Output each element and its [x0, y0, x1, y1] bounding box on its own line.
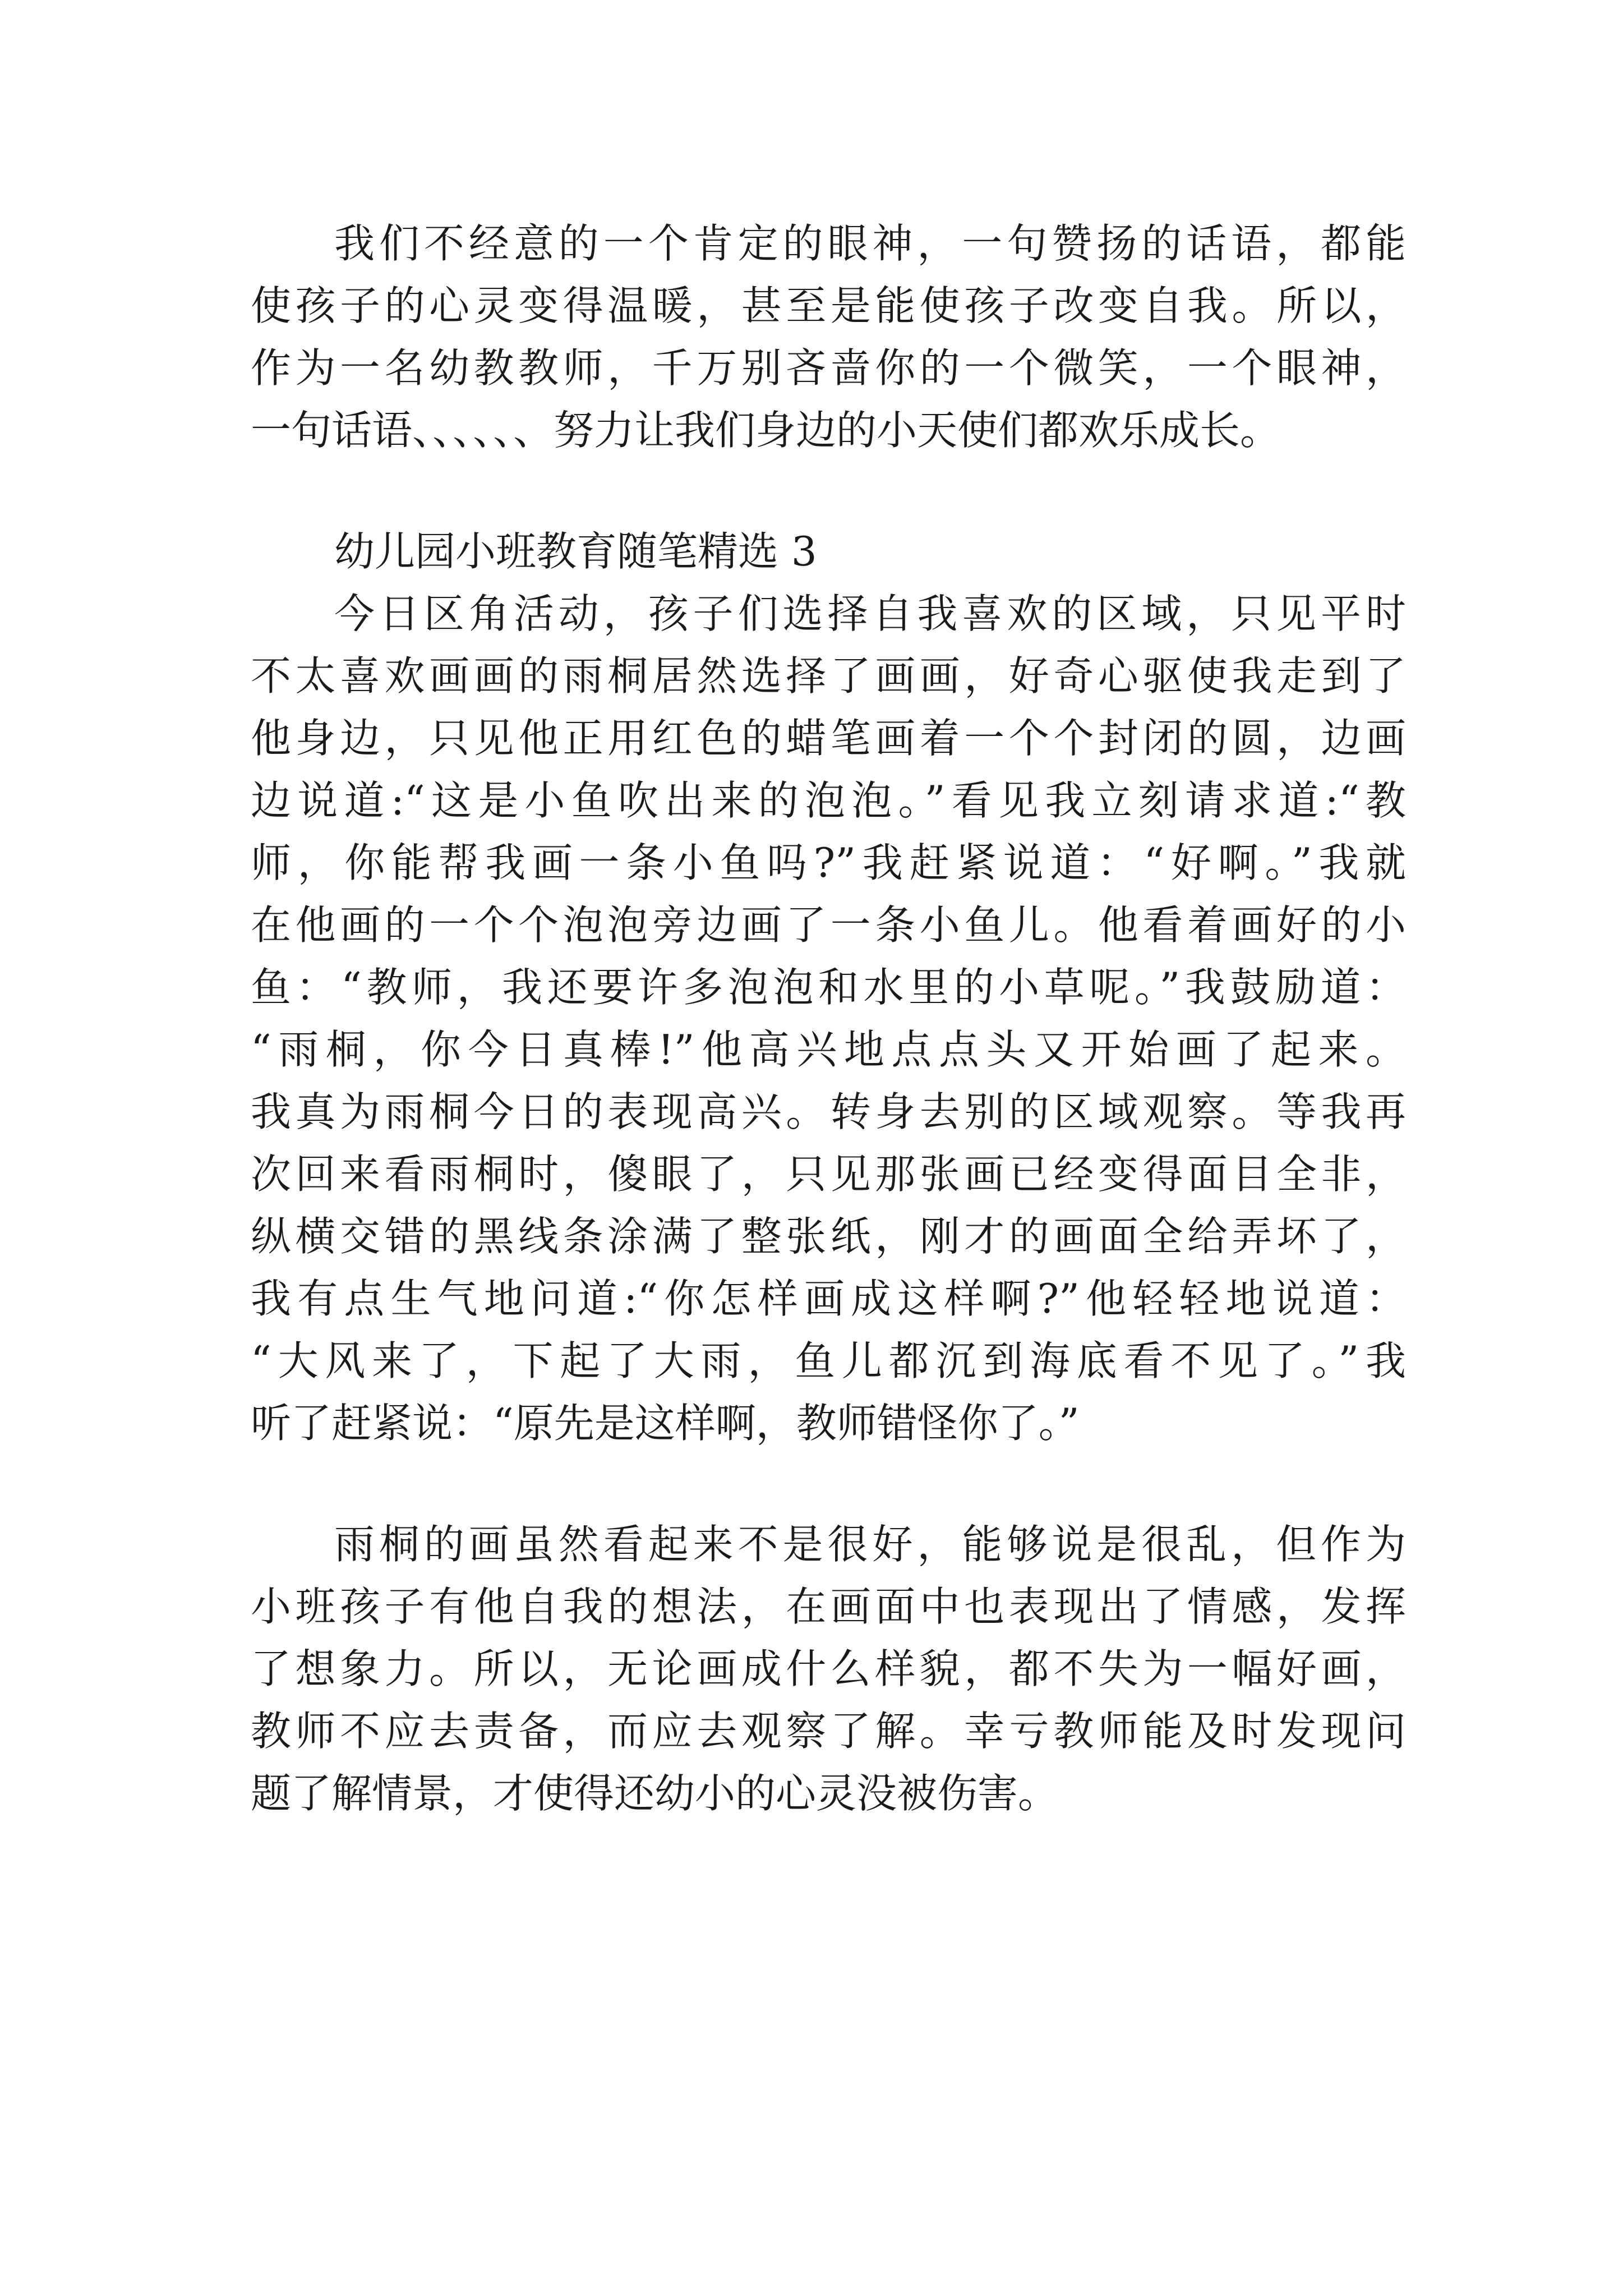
- paragraph-2-line-12: 我有点生气地问道:“你怎样画成这样啊?”他轻轻地说道：: [251, 1275, 1406, 1322]
- paragraph-1-line-1: 我们不经意的一个肯定的眼神，一句赞扬的话语，都能: [334, 220, 1406, 267]
- paragraph-2-line-9: 我真为雨桐今日的表现高兴。转身去别的区域观察。等我再: [251, 1088, 1406, 1135]
- paragraph-1-line-3: 作为一名幼教教师，千万别吝啬你的一个微笑，一个眼神，: [251, 344, 1406, 392]
- paragraph-2-line-11: 纵横交错的黑线条涂满了整张纸，刚才的画面全给弄坏了，: [251, 1213, 1406, 1260]
- section-heading: 幼儿园小班教育随笔精选 3: [334, 528, 817, 575]
- paragraph-2-line-2: 不太喜欢画画的雨桐居然选择了画画，好奇心驱使我走到了: [251, 652, 1406, 700]
- paragraph-2-line-7: 鱼：“教师，我还要许多泡泡和水里的小草呢。”我鼓励道：: [251, 964, 1406, 1011]
- paragraph-3-line-3: 了想象力。所以，无论画成什么样貌，都不失为一幅好画，: [251, 1645, 1406, 1692]
- paragraph-3-line-4: 教师不应去责备，而应去观察了解。幸亏教师能及时发现问: [251, 1708, 1406, 1755]
- paragraph-2-line-10: 次回来看雨桐时，傻眼了，只见那张画已经变得面目全非，: [251, 1151, 1406, 1198]
- paragraph-2-line-4: 边说道:“这是小鱼吹出来的泡泡。”看见我立刻请求道:“教: [251, 777, 1406, 824]
- paragraph-2-line-5: 师，你能帮我画一条小鱼吗?”我赶紧说道：“好啊。”我就: [251, 839, 1406, 886]
- paragraph-1-line-4: 一句话语、、、、、、努力让我们身边的小天使们都欢乐成长。: [251, 407, 1281, 454]
- paragraph-2-line-8: “雨桐，你今日真棒!”他高兴地点点头又开始画了起来。: [251, 1026, 1406, 1073]
- paragraph-2-line-1: 今日区角活动，孩子们选择自我喜欢的区域，只见平时: [334, 590, 1406, 637]
- paragraph-3-line-1: 雨桐的画虽然看起来不是很好，能够说是很乱，但作为: [334, 1521, 1406, 1568]
- paragraph-3-line-2: 小班孩子有他自我的想法，在画面中也表现出了情感，发挥: [251, 1583, 1406, 1630]
- paragraph-2-line-14: 听了赶紧说：“原先是这样啊，教师错怪你了。”: [251, 1400, 1080, 1447]
- paragraph-2-line-6: 在他画的一个个泡泡旁边画了一条小鱼儿。他看着画好的小: [251, 901, 1406, 949]
- paragraph-2-line-13: “大风来了，下起了大雨，鱼儿都沉到海底看不见了。”我: [251, 1337, 1406, 1384]
- paragraph-1-line-2: 使孩子的心灵变得温暖，甚至是能使孩子改变自我。所以，: [251, 282, 1406, 329]
- paragraph-3-line-5: 题了解情景，才使得还幼小的心灵没被伤害。: [251, 1770, 1059, 1817]
- paragraph-2-line-3: 他身边，只见他正用红色的蜡笔画着一个个封闭的圆，边画: [251, 715, 1406, 762]
